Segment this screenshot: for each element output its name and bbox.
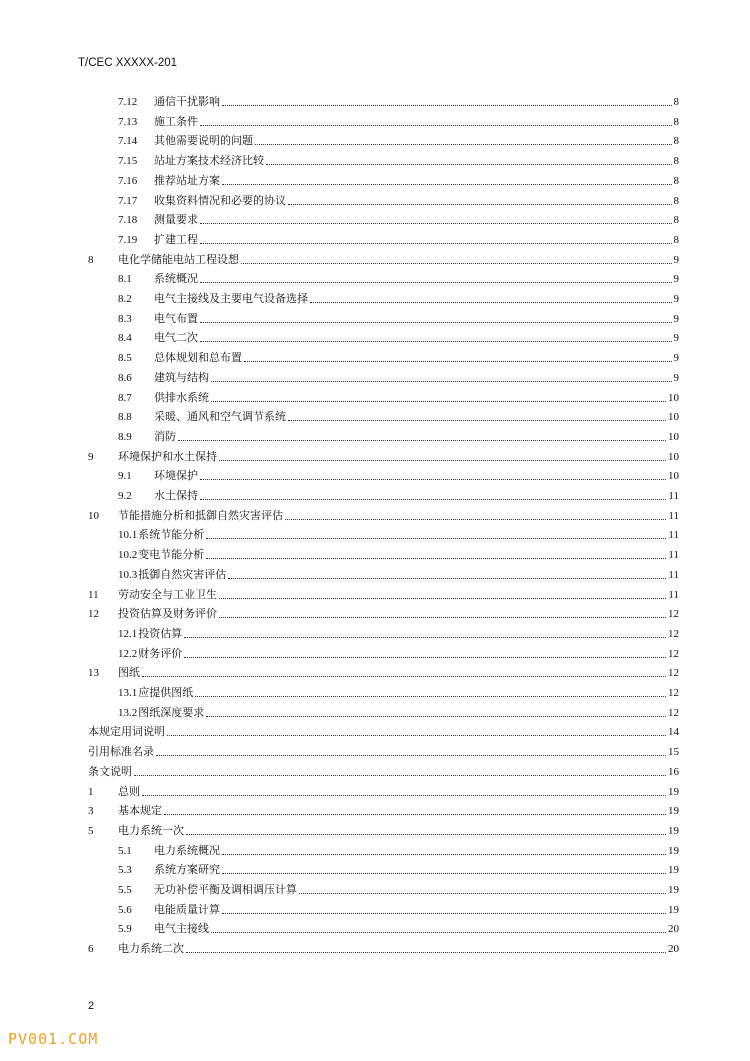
toc-page-number: 10 xyxy=(668,391,679,404)
toc-row xyxy=(0,306,750,326)
toc-section-number: 7.17 xyxy=(118,194,138,207)
toc-dot-leader xyxy=(167,734,666,736)
toc-section-title: 通信干扰影响 xyxy=(154,95,220,108)
toc-entry[interactable] xyxy=(118,562,679,582)
toc-dot-leader xyxy=(206,557,666,559)
toc-page-number: 8 xyxy=(673,135,679,148)
toc-entry[interactable] xyxy=(118,306,679,326)
toc-row xyxy=(0,404,750,424)
toc-entry[interactable] xyxy=(118,128,679,148)
toc-section-title: 劳动安全与工业卫生 xyxy=(118,587,217,601)
toc-page-number: 10 xyxy=(668,470,679,483)
toc-entry[interactable] xyxy=(118,168,679,188)
toc-section-number: 7.19 xyxy=(118,233,138,246)
toc-row xyxy=(0,641,750,661)
toc-page-number: 12 xyxy=(668,647,679,660)
toc-row xyxy=(0,385,750,405)
toc-dot-leader xyxy=(222,853,666,855)
toc-entry[interactable] xyxy=(88,818,679,838)
toc-entry[interactable] xyxy=(88,601,679,621)
toc-entry[interactable] xyxy=(118,266,679,286)
toc-page-number: 19 xyxy=(668,805,679,818)
toc-dot-leader xyxy=(228,577,666,579)
toc-dot-leader xyxy=(200,321,672,323)
toc-page-number: 9 xyxy=(673,332,679,345)
toc-section-number: 7.18 xyxy=(118,214,138,227)
toc-page-number: 11 xyxy=(668,568,679,581)
toc-page-number: 11 xyxy=(668,490,679,502)
toc-section-number: 11 xyxy=(88,588,99,601)
toc-page-number: 19 xyxy=(668,785,679,798)
toc-section-title: 引用标准名录 xyxy=(88,745,154,759)
toc-dot-leader xyxy=(222,104,672,106)
toc-dot-leader xyxy=(200,498,666,500)
toc-entry[interactable] xyxy=(88,444,679,464)
toc-dot-leader xyxy=(195,695,666,697)
toc-entry[interactable] xyxy=(118,680,679,700)
toc-entry[interactable] xyxy=(118,404,679,424)
toc-section-title: 水土保持 xyxy=(154,489,198,502)
toc-section-number: 13 xyxy=(88,667,99,680)
toc-page-number: 9 xyxy=(673,312,679,325)
toc-section-title: 系统概况 xyxy=(154,272,198,286)
toc-row xyxy=(0,582,750,602)
toc-row xyxy=(0,897,750,917)
toc-dot-leader xyxy=(184,656,666,658)
toc-row xyxy=(0,89,750,109)
toc-section-number: 8 xyxy=(88,253,94,266)
site-watermark: PV001.COM xyxy=(8,1030,99,1048)
toc-page-number: 8 xyxy=(673,155,679,168)
toc-section-number: 8.3 xyxy=(118,312,132,325)
toc-page-number: 11 xyxy=(668,509,679,522)
toc-page-number: 11 xyxy=(668,549,679,562)
toc-entry[interactable] xyxy=(118,542,679,562)
toc-section-title: 无功补偿平衡及调相调压计算 xyxy=(154,883,297,896)
toc-row xyxy=(0,522,750,542)
toc-entry[interactable] xyxy=(118,463,679,483)
toc-page-number: 12 xyxy=(668,608,679,621)
toc-section-number: 8.2 xyxy=(118,293,132,305)
toc-section-title: 扩建工程 xyxy=(154,232,198,246)
toc-row xyxy=(0,345,750,365)
toc-section-number: 9.1 xyxy=(118,470,132,483)
toc-section-number: 5.9 xyxy=(118,923,132,936)
toc-section-title: 电气主接线及主要电气设备选择 xyxy=(154,292,308,305)
toc-dot-leader xyxy=(211,380,672,382)
toc-dot-leader xyxy=(206,715,666,717)
toc-dot-leader xyxy=(299,892,666,894)
toc-row xyxy=(0,247,750,267)
toc-page-number: 12 xyxy=(668,687,679,699)
toc-entry[interactable] xyxy=(88,503,679,523)
toc-section-number: 7.14 xyxy=(118,135,138,148)
toc-dot-leader xyxy=(200,222,672,224)
toc-section-number: 8.7 xyxy=(118,391,132,404)
toc-row xyxy=(0,424,750,444)
toc-dot-leader xyxy=(288,203,672,205)
toc-page-number: 10 xyxy=(668,450,679,463)
document-code-header: T/CEC XXXXX-201 xyxy=(78,57,178,69)
toc-row xyxy=(0,660,750,680)
toc-section-number: 7.12 xyxy=(118,96,138,108)
toc-dot-leader xyxy=(134,774,666,776)
toc-entry[interactable] xyxy=(118,700,679,720)
toc-dot-leader xyxy=(222,872,666,874)
toc-row xyxy=(0,719,750,739)
toc-section-title: 电气二次 xyxy=(154,331,198,345)
toc-page-number: 9 xyxy=(673,371,679,384)
page-number: 2 xyxy=(88,1000,95,1012)
toc-entry[interactable] xyxy=(88,936,679,956)
toc-section-title: 环境保护 xyxy=(154,469,198,483)
toc-row xyxy=(0,818,750,838)
toc-section-number: 5.6 xyxy=(118,903,132,916)
toc-dot-leader xyxy=(200,478,666,480)
toc-row xyxy=(0,680,750,700)
toc-dot-leader xyxy=(310,301,672,303)
toc-section-title: 图纸 xyxy=(118,666,140,680)
toc-section-number: 13.2 xyxy=(118,706,138,719)
toc-entry[interactable] xyxy=(118,365,679,385)
toc-page-number: 16 xyxy=(668,765,679,778)
toc-section-title: 供排水系统 xyxy=(154,390,209,404)
toc-section-number: 5.1 xyxy=(118,844,132,857)
toc-section-title: 电化学储能电站工程设想 xyxy=(118,252,239,266)
toc-row xyxy=(0,759,750,779)
toc-section-title: 测量要求 xyxy=(154,213,198,227)
toc-section-title: 环境保护和水土保持 xyxy=(118,449,217,463)
toc-section-title: 投资估算及财务评价 xyxy=(118,607,217,621)
toc-section-number: 7.15 xyxy=(118,155,138,168)
toc-page-number: 11 xyxy=(668,588,679,601)
toc-page-number: 19 xyxy=(668,903,679,916)
toc-section-title: 推荐站址方案 xyxy=(154,173,220,187)
toc-page-number: 8 xyxy=(673,174,679,187)
toc-page-number: 10 xyxy=(668,411,679,424)
toc-dot-leader xyxy=(142,794,666,796)
toc-entry[interactable] xyxy=(118,286,679,306)
toc-row xyxy=(0,483,750,503)
toc-entry[interactable] xyxy=(118,345,679,365)
toc-page-number: 14 xyxy=(668,726,679,739)
toc-dot-leader xyxy=(288,419,666,421)
toc-entry[interactable] xyxy=(118,89,679,109)
toc-section-title: 收集资料情况和必要的协议 xyxy=(154,193,286,207)
toc-dot-leader xyxy=(200,340,672,342)
toc-page-number: 12 xyxy=(668,627,679,640)
toc-page-number: 9 xyxy=(673,293,679,305)
toc-row xyxy=(0,838,750,858)
toc-row xyxy=(0,148,750,168)
toc-section-title: 电气主接线 xyxy=(154,922,209,936)
toc-page-number: 19 xyxy=(668,824,679,837)
toc-section-title: 电力系统概况 xyxy=(154,843,220,857)
toc-entry[interactable] xyxy=(118,207,679,227)
toc-section-title: 电能质量计算 xyxy=(154,902,220,916)
toc-page-number: 8 xyxy=(673,214,679,227)
toc-dot-leader xyxy=(156,754,666,756)
toc-row xyxy=(0,916,750,936)
toc-section-number: 12.1 xyxy=(118,627,138,640)
toc-row xyxy=(0,779,750,799)
toc-entry[interactable] xyxy=(88,582,679,602)
toc-dot-leader xyxy=(178,439,666,441)
toc-row xyxy=(0,503,750,523)
toc-entry[interactable] xyxy=(118,897,679,917)
toc-page-number: 8 xyxy=(673,96,679,108)
toc-section-title: 总则 xyxy=(118,784,140,798)
toc-dot-leader xyxy=(186,951,666,953)
toc-section-number: 7.16 xyxy=(118,174,138,187)
toc-dot-leader xyxy=(200,124,672,126)
toc-section-title: 应提供图纸 xyxy=(138,686,194,699)
toc-dot-leader xyxy=(255,143,672,145)
toc-row xyxy=(0,286,750,306)
toc-section-number: 8.9 xyxy=(118,430,132,443)
toc-dot-leader xyxy=(219,459,666,461)
toc-section-title: 抵御自然灾害评估 xyxy=(138,567,227,581)
toc-entry[interactable] xyxy=(118,857,679,877)
toc-row xyxy=(0,109,750,129)
toc-page-number: 12 xyxy=(668,706,679,719)
toc-section-title: 电气布置 xyxy=(154,311,198,325)
toc-page-number: 20 xyxy=(668,923,679,936)
toc-dot-leader xyxy=(285,518,666,520)
toc-section-title: 投资估算 xyxy=(138,626,183,640)
toc-page-number: 19 xyxy=(668,864,679,877)
toc-section-number: 8.5 xyxy=(118,352,132,365)
toc-page-number: 11 xyxy=(668,529,679,542)
toc-section-title: 基本规定 xyxy=(118,804,162,818)
toc-row xyxy=(0,936,750,956)
toc-entry[interactable] xyxy=(118,621,679,641)
toc-section-title: 图纸深度要求 xyxy=(138,705,205,719)
toc-page-number: 9 xyxy=(673,253,679,266)
toc-section-number: 8.6 xyxy=(118,371,132,384)
toc-section-number: 12 xyxy=(88,608,99,621)
toc-page-number: 8 xyxy=(673,194,679,207)
toc-entry[interactable] xyxy=(118,188,679,208)
toc-page-number: 15 xyxy=(668,746,679,759)
toc-dot-leader xyxy=(219,616,666,618)
toc-row xyxy=(0,365,750,385)
toc-section-title: 节能措施分析和抵御自然灾害评估 xyxy=(118,508,283,522)
toc-row xyxy=(0,562,750,582)
toc-section-title: 电力系统一次 xyxy=(118,823,184,837)
toc-section-number: 12.2 xyxy=(118,647,138,660)
toc-row xyxy=(0,601,750,621)
toc-entry[interactable] xyxy=(88,247,679,267)
toc-page-number: 12 xyxy=(668,667,679,680)
toc-section-title: 施工条件 xyxy=(154,114,198,128)
toc-entry[interactable] xyxy=(118,916,679,936)
toc-entry[interactable] xyxy=(88,779,679,799)
toc-dot-leader xyxy=(184,636,666,638)
toc-section-title: 其他需要说明的问题 xyxy=(154,134,253,148)
toc-section-number: 9.2 xyxy=(118,490,132,502)
toc-section-title: 建筑与结构 xyxy=(154,370,209,384)
toc-page-number: 20 xyxy=(668,943,679,956)
toc-entry[interactable] xyxy=(118,148,679,168)
toc-row xyxy=(0,877,750,897)
toc-row xyxy=(0,168,750,188)
toc-section-number: 8.8 xyxy=(118,411,132,424)
toc-section-number: 8.1 xyxy=(118,273,132,286)
toc-dot-leader xyxy=(244,360,672,362)
toc-dot-leader xyxy=(241,262,672,264)
toc-dot-leader xyxy=(211,400,666,402)
toc-section-title: 电力系统二次 xyxy=(118,942,184,956)
toc-section-title: 系统节能分析 xyxy=(138,528,205,542)
toc-entry[interactable] xyxy=(118,325,679,345)
toc-entry[interactable] xyxy=(88,719,679,739)
toc-entry[interactable] xyxy=(118,641,679,661)
toc-page-number: 19 xyxy=(668,884,679,896)
toc-entry[interactable] xyxy=(118,877,679,897)
toc-entry[interactable] xyxy=(88,759,679,779)
toc-section-number: 13.1 xyxy=(118,687,138,699)
toc-section-title: 站址方案技术经济比较 xyxy=(154,154,264,168)
toc-entry[interactable] xyxy=(118,109,679,129)
toc-section-number: 8.4 xyxy=(118,332,132,345)
toc-row xyxy=(0,621,750,641)
toc-section-number: 5 xyxy=(88,824,94,837)
toc-section-number: 10.3 xyxy=(118,568,138,581)
toc-section-title: 变电节能分析 xyxy=(138,548,205,562)
toc-dot-leader xyxy=(186,833,666,835)
toc-section-number: 10 xyxy=(88,509,99,522)
toc-section-title: 消防 xyxy=(154,429,176,443)
toc-page-number: 9 xyxy=(673,273,679,286)
toc-row xyxy=(0,542,750,562)
toc-page-number: 19 xyxy=(668,844,679,857)
toc-section-number: 9 xyxy=(88,450,94,463)
toc-dot-leader xyxy=(142,675,666,677)
toc-entry[interactable] xyxy=(118,385,679,405)
toc-entry[interactable] xyxy=(118,522,679,542)
toc-section-title: 总体规划和总布置 xyxy=(154,351,242,365)
toc-entry[interactable] xyxy=(118,483,679,503)
toc-row xyxy=(0,444,750,464)
toc-section-title: 条文说明 xyxy=(88,764,132,778)
toc-section-title: 采暖、通风和空气调节系统 xyxy=(154,410,286,424)
toc-page-number: 9 xyxy=(673,352,679,365)
toc-section-title: 系统方案研究 xyxy=(154,863,220,877)
toc-dot-leader xyxy=(211,931,666,933)
toc-section-number: 5.5 xyxy=(118,884,132,896)
toc-dot-leader xyxy=(219,597,666,599)
toc-section-number: 6 xyxy=(88,943,94,956)
toc-page-number: 8 xyxy=(673,233,679,246)
toc-dot-leader xyxy=(206,537,666,539)
toc-row xyxy=(0,463,750,483)
toc-section-title: 本规定用词说明 xyxy=(88,725,165,739)
toc-dot-leader xyxy=(164,813,666,815)
toc-entry[interactable] xyxy=(118,838,679,858)
toc-section-number: 7.13 xyxy=(118,115,138,128)
toc-row xyxy=(0,857,750,877)
toc-section-number: 1 xyxy=(88,785,94,798)
toc-dot-leader xyxy=(200,281,672,283)
toc-section-title: 财务评价 xyxy=(138,646,183,660)
toc-entry[interactable] xyxy=(88,739,679,759)
toc-row xyxy=(0,798,750,818)
toc-page-number: 10 xyxy=(668,430,679,443)
toc-section-number: 10.2 xyxy=(118,549,138,562)
toc-row xyxy=(0,739,750,759)
toc-entry[interactable] xyxy=(88,660,679,680)
toc-row xyxy=(0,188,750,208)
toc-row xyxy=(0,700,750,720)
toc-dot-leader xyxy=(222,183,672,185)
toc-dot-leader xyxy=(222,912,666,914)
toc-entry[interactable] xyxy=(118,227,679,247)
toc-section-number: 10.1 xyxy=(118,529,138,542)
toc-row xyxy=(0,325,750,345)
toc-page-number: 8 xyxy=(673,115,679,128)
toc-row xyxy=(0,128,750,148)
toc-entry[interactable] xyxy=(118,424,679,444)
toc-dot-leader xyxy=(266,163,672,165)
toc-section-number: 5.3 xyxy=(118,864,132,877)
toc-row xyxy=(0,227,750,247)
toc-dot-leader xyxy=(200,242,672,244)
toc-entry[interactable] xyxy=(88,798,679,818)
toc-row xyxy=(0,266,750,286)
toc-section-number: 3 xyxy=(88,805,94,818)
toc-row xyxy=(0,207,750,227)
